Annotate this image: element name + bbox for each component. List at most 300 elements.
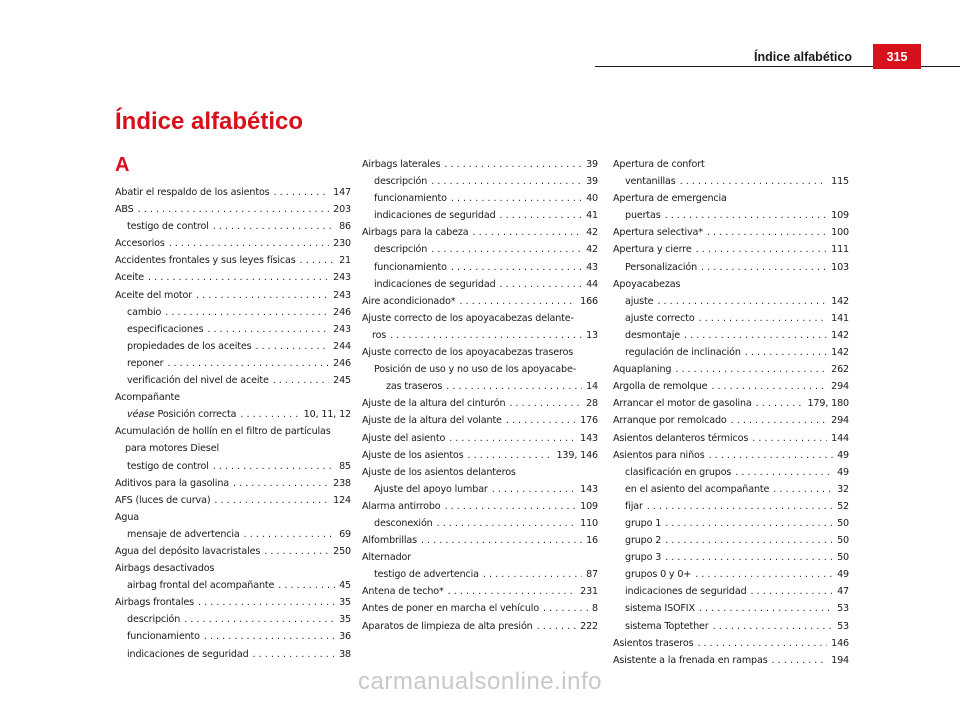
- index-term-text: Alfombrillas: [362, 535, 417, 547]
- index-column-2: [362, 156, 598, 635]
- index-term: [374, 364, 576, 375]
- index-entry: [115, 372, 351, 389]
- index-term: [115, 594, 194, 611]
- index-term-text: Asientos para niños: [613, 449, 705, 461]
- index-term: [625, 498, 643, 515]
- page-reference: 103: [831, 261, 849, 273]
- index-term-text: cambio: [127, 306, 162, 318]
- index-term: [115, 512, 139, 523]
- index-entry: [613, 583, 849, 600]
- dot-leader: [665, 515, 833, 532]
- index-term-text: indicaciones de seguridad: [625, 586, 747, 598]
- index-entry: [613, 327, 849, 344]
- dot-leader: [756, 395, 804, 412]
- index-term-text: Aceite: [115, 272, 145, 284]
- index-term: [613, 378, 707, 395]
- index-entry: [115, 543, 351, 560]
- index-term-text: indicaciones de seguridad: [374, 278, 496, 290]
- index-entry: [613, 549, 849, 566]
- dot-leader: [437, 515, 577, 532]
- index-term-text: Apertura de confort: [613, 159, 705, 170]
- index-term: [625, 566, 691, 583]
- index-entry: [362, 310, 598, 327]
- index-column-1: [115, 184, 351, 663]
- page-reference: 203: [333, 204, 351, 216]
- index-term: [613, 361, 671, 378]
- index-entry: [613, 344, 849, 361]
- dot-leader: [213, 218, 335, 235]
- index-entry: [613, 276, 849, 293]
- page-reference: 49: [837, 449, 849, 461]
- index-term: [127, 611, 180, 628]
- page-reference: 147: [333, 187, 351, 198]
- page-reference: 110: [580, 517, 598, 529]
- index-term-text: puertas: [625, 210, 661, 222]
- dot-leader: [707, 224, 827, 241]
- index-entry: [115, 628, 351, 645]
- page-reference: 146: [831, 637, 849, 649]
- index-term: [613, 635, 693, 652]
- index-entry: [115, 355, 351, 372]
- page-reference: 85: [339, 460, 351, 472]
- index-term-text: Apertura y cierre: [613, 244, 692, 256]
- dot-leader: [444, 156, 582, 173]
- index-entry: [115, 304, 351, 321]
- index-term-text: Ajuste de los asientos: [362, 449, 464, 461]
- dot-leader: [751, 583, 834, 600]
- index-term-text: grupos 0 y 0+: [625, 569, 692, 581]
- dot-leader: [448, 583, 576, 600]
- index-entry: [362, 430, 598, 447]
- index-term-text: Acumulación de hollín en el filtro de partículas: [115, 426, 331, 438]
- index-term-text: Asientos traseros: [613, 637, 694, 649]
- page-reference: 245: [333, 375, 351, 387]
- index-entry: [115, 611, 351, 628]
- index-entry: [613, 652, 849, 669]
- index-entry: [362, 464, 598, 481]
- index-term: [625, 532, 661, 549]
- index-term: [362, 600, 539, 617]
- dot-leader: [731, 412, 827, 429]
- index-term-text: Ajuste de la altura del cinturón: [362, 398, 506, 410]
- index-term: [372, 327, 386, 344]
- index-entry: [115, 269, 351, 286]
- page-reference: 43: [586, 261, 598, 273]
- index-term-text: sistema ISOFIX: [625, 603, 695, 615]
- index-term: [613, 279, 680, 290]
- dot-leader: [472, 224, 582, 241]
- index-term-text: descripción: [374, 176, 428, 188]
- index-term-text: Arrancar el motor de gasolina: [613, 398, 752, 410]
- index-term: [362, 583, 444, 600]
- dot-leader: [684, 327, 827, 344]
- index-entry: [362, 259, 598, 276]
- dot-leader: [696, 241, 827, 258]
- index-term: [625, 515, 661, 532]
- page-reference: 124: [333, 494, 351, 506]
- page-reference: 244: [333, 340, 351, 352]
- index-term-text: indicaciones de seguridad: [127, 648, 249, 660]
- page-reference: 142: [831, 329, 849, 341]
- dot-leader: [300, 252, 335, 269]
- index-term: [613, 412, 727, 429]
- dot-leader: [697, 635, 827, 652]
- page-reference: 141: [831, 312, 849, 324]
- index-term: [374, 481, 488, 498]
- index-term-text: Aquaplaning: [613, 364, 672, 376]
- page-reference: 250: [333, 545, 351, 557]
- dot-leader: [773, 481, 833, 498]
- page-reference: 142: [831, 295, 849, 307]
- dot-leader: [207, 321, 329, 338]
- index-term: [115, 563, 214, 574]
- index-term-text: funcionamiento: [374, 261, 447, 273]
- index-term-text: Accesorios: [115, 238, 165, 250]
- page-reference: 144: [831, 432, 849, 444]
- page-reference: 262: [831, 364, 849, 376]
- page-reference: 35: [339, 597, 351, 609]
- page-reference: 47: [837, 586, 849, 598]
- index-term-text: Apertura de emergencia: [613, 193, 727, 205]
- dot-leader: [500, 276, 583, 293]
- index-term: [115, 252, 296, 269]
- page-reference: 111: [831, 244, 849, 256]
- index-term: [374, 566, 479, 583]
- index-term: [127, 304, 161, 321]
- index-entry: [362, 293, 598, 310]
- page-reference: 176: [580, 415, 598, 427]
- index-entry: [613, 447, 849, 464]
- page-reference: 41: [586, 210, 598, 222]
- index-term-text: Antena de techo*: [362, 586, 444, 598]
- index-term: [625, 344, 741, 361]
- index-term-text: desconexión: [374, 517, 433, 529]
- index-term-text: Ajuste del apoyo lumbar: [374, 483, 488, 495]
- index-term-text: Aparatos de limpieza de alta presión: [362, 620, 533, 632]
- index-term: [613, 224, 703, 241]
- index-term-text: Abatir el respaldo de los asientos: [115, 187, 270, 198]
- index-entry: [613, 618, 849, 635]
- index-term: [625, 173, 676, 190]
- index-term-text: AFS (luces de curva): [115, 494, 211, 506]
- dot-leader: [647, 498, 833, 515]
- index-term: [127, 458, 209, 475]
- index-entry: [115, 492, 351, 509]
- page-reference: 14: [586, 381, 598, 393]
- dot-leader: [543, 600, 588, 617]
- index-entry: [362, 618, 598, 635]
- index-term-text: Posición de uso y no uso de los apoyacabe-: [374, 364, 577, 376]
- page-reference: 36: [339, 631, 351, 643]
- page-reference: 294: [831, 415, 849, 427]
- dot-leader: [680, 173, 828, 190]
- index-entry: [362, 241, 598, 258]
- index-term: [127, 321, 203, 338]
- index-term-text: Aditivos para la gasolina: [115, 477, 229, 489]
- index-entry: [362, 566, 598, 583]
- page-reference: 246: [333, 357, 351, 369]
- index-term-text: funcionamiento: [127, 631, 200, 643]
- index-entry: [362, 447, 598, 464]
- dot-leader: [711, 378, 827, 395]
- dot-leader: [278, 577, 335, 594]
- index-term-text: funcionamiento: [374, 193, 447, 205]
- index-term: [362, 498, 440, 515]
- index-term: [115, 475, 229, 492]
- page-reference: 53: [837, 620, 849, 632]
- dot-leader: [665, 549, 833, 566]
- index-term: [362, 467, 516, 478]
- dot-leader: [735, 464, 833, 481]
- page-reference: 231: [580, 586, 598, 598]
- index-term: [374, 276, 496, 293]
- dot-leader: [167, 355, 329, 372]
- index-entry: [115, 577, 351, 594]
- index-term-text: Argolla de remolque: [613, 381, 708, 393]
- page-reference: 42: [586, 244, 598, 256]
- index-term: [374, 173, 427, 190]
- index-term-text: grupo 3: [625, 552, 662, 564]
- page-reference: 86: [339, 221, 351, 233]
- index-term-text: Agua del depósito lavacristales: [115, 545, 261, 557]
- dot-leader: [148, 269, 329, 286]
- index-entry: [115, 406, 351, 423]
- see-reference: véase: [127, 409, 155, 421]
- index-term-text: Arranque por remolcado: [613, 415, 727, 427]
- page-reference: 143: [580, 483, 598, 495]
- index-term: [115, 426, 331, 437]
- page-reference: 53: [837, 603, 849, 615]
- index-term: [125, 443, 219, 454]
- index-entry: [613, 600, 849, 617]
- page-reference: 109: [831, 210, 849, 222]
- page-reference: 139, 146: [556, 449, 598, 461]
- index-term: [362, 430, 445, 447]
- dot-leader: [264, 543, 329, 560]
- index-term-text: Agua: [115, 511, 140, 523]
- dot-leader: [665, 532, 833, 549]
- index-term-text: grupo 1: [625, 517, 662, 529]
- index-term-text: Posición correcta: [157, 409, 237, 421]
- dot-leader: [421, 532, 582, 549]
- index-entry: [613, 156, 849, 173]
- dot-leader: [169, 235, 329, 252]
- index-term-text: ros: [372, 329, 387, 341]
- dot-leader: [500, 207, 583, 224]
- index-entry: [362, 156, 598, 173]
- index-term: [362, 347, 573, 358]
- index-term: [115, 287, 192, 304]
- index-entry: [613, 241, 849, 258]
- index-term: [386, 378, 442, 395]
- index-entry: [613, 190, 849, 207]
- page-reference: 32: [837, 483, 849, 495]
- index-term-text: ajuste correcto: [625, 312, 695, 324]
- page-reference: 143: [580, 432, 598, 444]
- index-term: [362, 224, 468, 241]
- index-term-text: testigo de control: [127, 460, 209, 472]
- page-reference: 28: [586, 398, 598, 410]
- index-term: [127, 338, 251, 355]
- page-reference: 87: [586, 569, 598, 581]
- index-term: [625, 600, 695, 617]
- index-term-text: Asistente a la frenada en rampas: [613, 654, 768, 666]
- index-term: [127, 646, 249, 663]
- dot-leader: [214, 492, 329, 509]
- dot-leader: [459, 293, 576, 310]
- index-entry: [613, 173, 849, 190]
- index-term-text: Apertura selectiva*: [613, 227, 703, 239]
- index-term: [127, 372, 269, 389]
- index-entry: [362, 207, 598, 224]
- index-entry: [613, 412, 849, 429]
- index-term-text: fijar: [625, 500, 643, 512]
- page-reference: 109: [580, 500, 598, 512]
- index-term: [127, 526, 240, 543]
- index-term-text: Airbags para la cabeza: [362, 227, 469, 239]
- dot-leader: [492, 481, 576, 498]
- index-term: [625, 310, 695, 327]
- index-entry: [115, 389, 351, 406]
- index-entry: [362, 327, 598, 344]
- dot-leader: [390, 327, 582, 344]
- index-term: [362, 395, 505, 412]
- index-entry: [613, 361, 849, 378]
- index-term: [362, 552, 411, 563]
- index-term: [362, 412, 502, 429]
- index-term: [613, 241, 692, 258]
- index-entry: [613, 207, 849, 224]
- index-term: [374, 515, 433, 532]
- index-term-text: testigo de advertencia: [374, 569, 479, 581]
- index-entry: [115, 218, 351, 235]
- index-column-3: [613, 156, 849, 669]
- index-entry: [362, 498, 598, 515]
- index-entry: [613, 430, 849, 447]
- page-reference: 38: [339, 648, 351, 660]
- index-entry: [613, 378, 849, 395]
- index-term: [115, 492, 210, 509]
- index-term-text: Alarma antirrobo: [362, 500, 441, 512]
- index-term-text: Accidentes frontales y sus leyes físicas: [115, 255, 296, 267]
- index-entry: [362, 600, 598, 617]
- running-header-title: Índice alfabético: [754, 50, 852, 64]
- page-reference: 246: [333, 306, 351, 318]
- index-entry: [115, 560, 351, 577]
- index-term-text: clasificación en grupos: [625, 466, 732, 478]
- page-reference: 10, 11, 12: [303, 409, 351, 421]
- index-term: [115, 184, 270, 201]
- dot-leader: [274, 184, 330, 201]
- dot-leader: [244, 526, 335, 543]
- index-term-text: reponer: [127, 357, 164, 369]
- page-reference: 45: [339, 580, 351, 592]
- page-reference: 194: [831, 654, 849, 666]
- dot-leader: [752, 430, 827, 447]
- index-term: [625, 481, 769, 498]
- index-entry: [115, 252, 351, 269]
- index-term: [115, 235, 165, 252]
- index-term: [625, 464, 731, 481]
- page-reference: 16: [586, 535, 598, 547]
- dot-leader: [537, 618, 577, 635]
- dot-leader: [213, 458, 335, 475]
- page-reference: 42: [586, 227, 598, 239]
- index-term-text: en el asiento del acompañante: [625, 483, 770, 495]
- page-reference: 49: [837, 569, 849, 581]
- index-term: [625, 259, 697, 276]
- index-term-text: descripción: [127, 614, 181, 626]
- index-term-text: Aire acondicionado*: [362, 295, 456, 307]
- index-term: [374, 190, 447, 207]
- page-reference: 49: [837, 466, 849, 478]
- index-term-text: Asientos delanteros térmicos: [613, 432, 749, 444]
- index-entry: [613, 293, 849, 310]
- page-title: Índice alfabético: [115, 108, 304, 135]
- page-reference: 230: [333, 238, 351, 250]
- index-term: [613, 652, 768, 669]
- page-reference: 52: [837, 500, 849, 512]
- index-entry: [362, 361, 598, 378]
- index-term: [613, 430, 748, 447]
- index-term: [613, 395, 752, 412]
- dot-leader: [431, 241, 582, 258]
- index-entry: [362, 532, 598, 549]
- dot-leader: [198, 594, 335, 611]
- dot-leader: [713, 618, 833, 635]
- page-reference: 50: [837, 517, 849, 529]
- index-entry: [115, 526, 351, 543]
- index-entry: [613, 566, 849, 583]
- index-term-text: Airbags frontales: [115, 597, 194, 609]
- index-term: [613, 159, 705, 170]
- dot-leader: [745, 344, 827, 361]
- index-term: [115, 201, 134, 218]
- dot-leader: [506, 412, 576, 429]
- page-reference: 50: [837, 535, 849, 547]
- index-entry: [613, 464, 849, 481]
- section-letter: A: [115, 154, 130, 176]
- index-entry: [362, 344, 598, 361]
- index-term-text: grupo 2: [625, 535, 662, 547]
- index-term-text: Ajuste de la altura del volante: [362, 415, 502, 427]
- page-reference: 243: [333, 272, 351, 284]
- index-term-text: para motores Diesel: [125, 443, 220, 455]
- index-term-text: sistema Toptether: [625, 620, 709, 632]
- index-entry: [613, 259, 849, 276]
- index-term-text: Personalización: [625, 261, 698, 273]
- dot-leader: [657, 293, 827, 310]
- index-entry: [115, 458, 351, 475]
- index-term-text: ventanillas: [625, 176, 676, 188]
- index-term: [374, 259, 447, 276]
- index-term-text: Ajuste correcto de los apoyacabezas traseros: [362, 347, 574, 359]
- dot-leader: [675, 361, 827, 378]
- index-entry: [362, 583, 598, 600]
- dot-leader: [444, 498, 576, 515]
- index-entry: [115, 338, 351, 355]
- index-term-text: Airbags laterales: [362, 159, 441, 170]
- index-term: [115, 543, 260, 560]
- index-entry: [613, 224, 849, 241]
- page-reference: 166: [580, 295, 598, 307]
- index-term: [625, 618, 709, 635]
- index-term-text: Alternador: [362, 552, 412, 564]
- index-term: [362, 156, 440, 173]
- index-term-text: Aceite del motor: [115, 289, 193, 301]
- dot-leader: [138, 201, 330, 218]
- index-entry: [362, 276, 598, 293]
